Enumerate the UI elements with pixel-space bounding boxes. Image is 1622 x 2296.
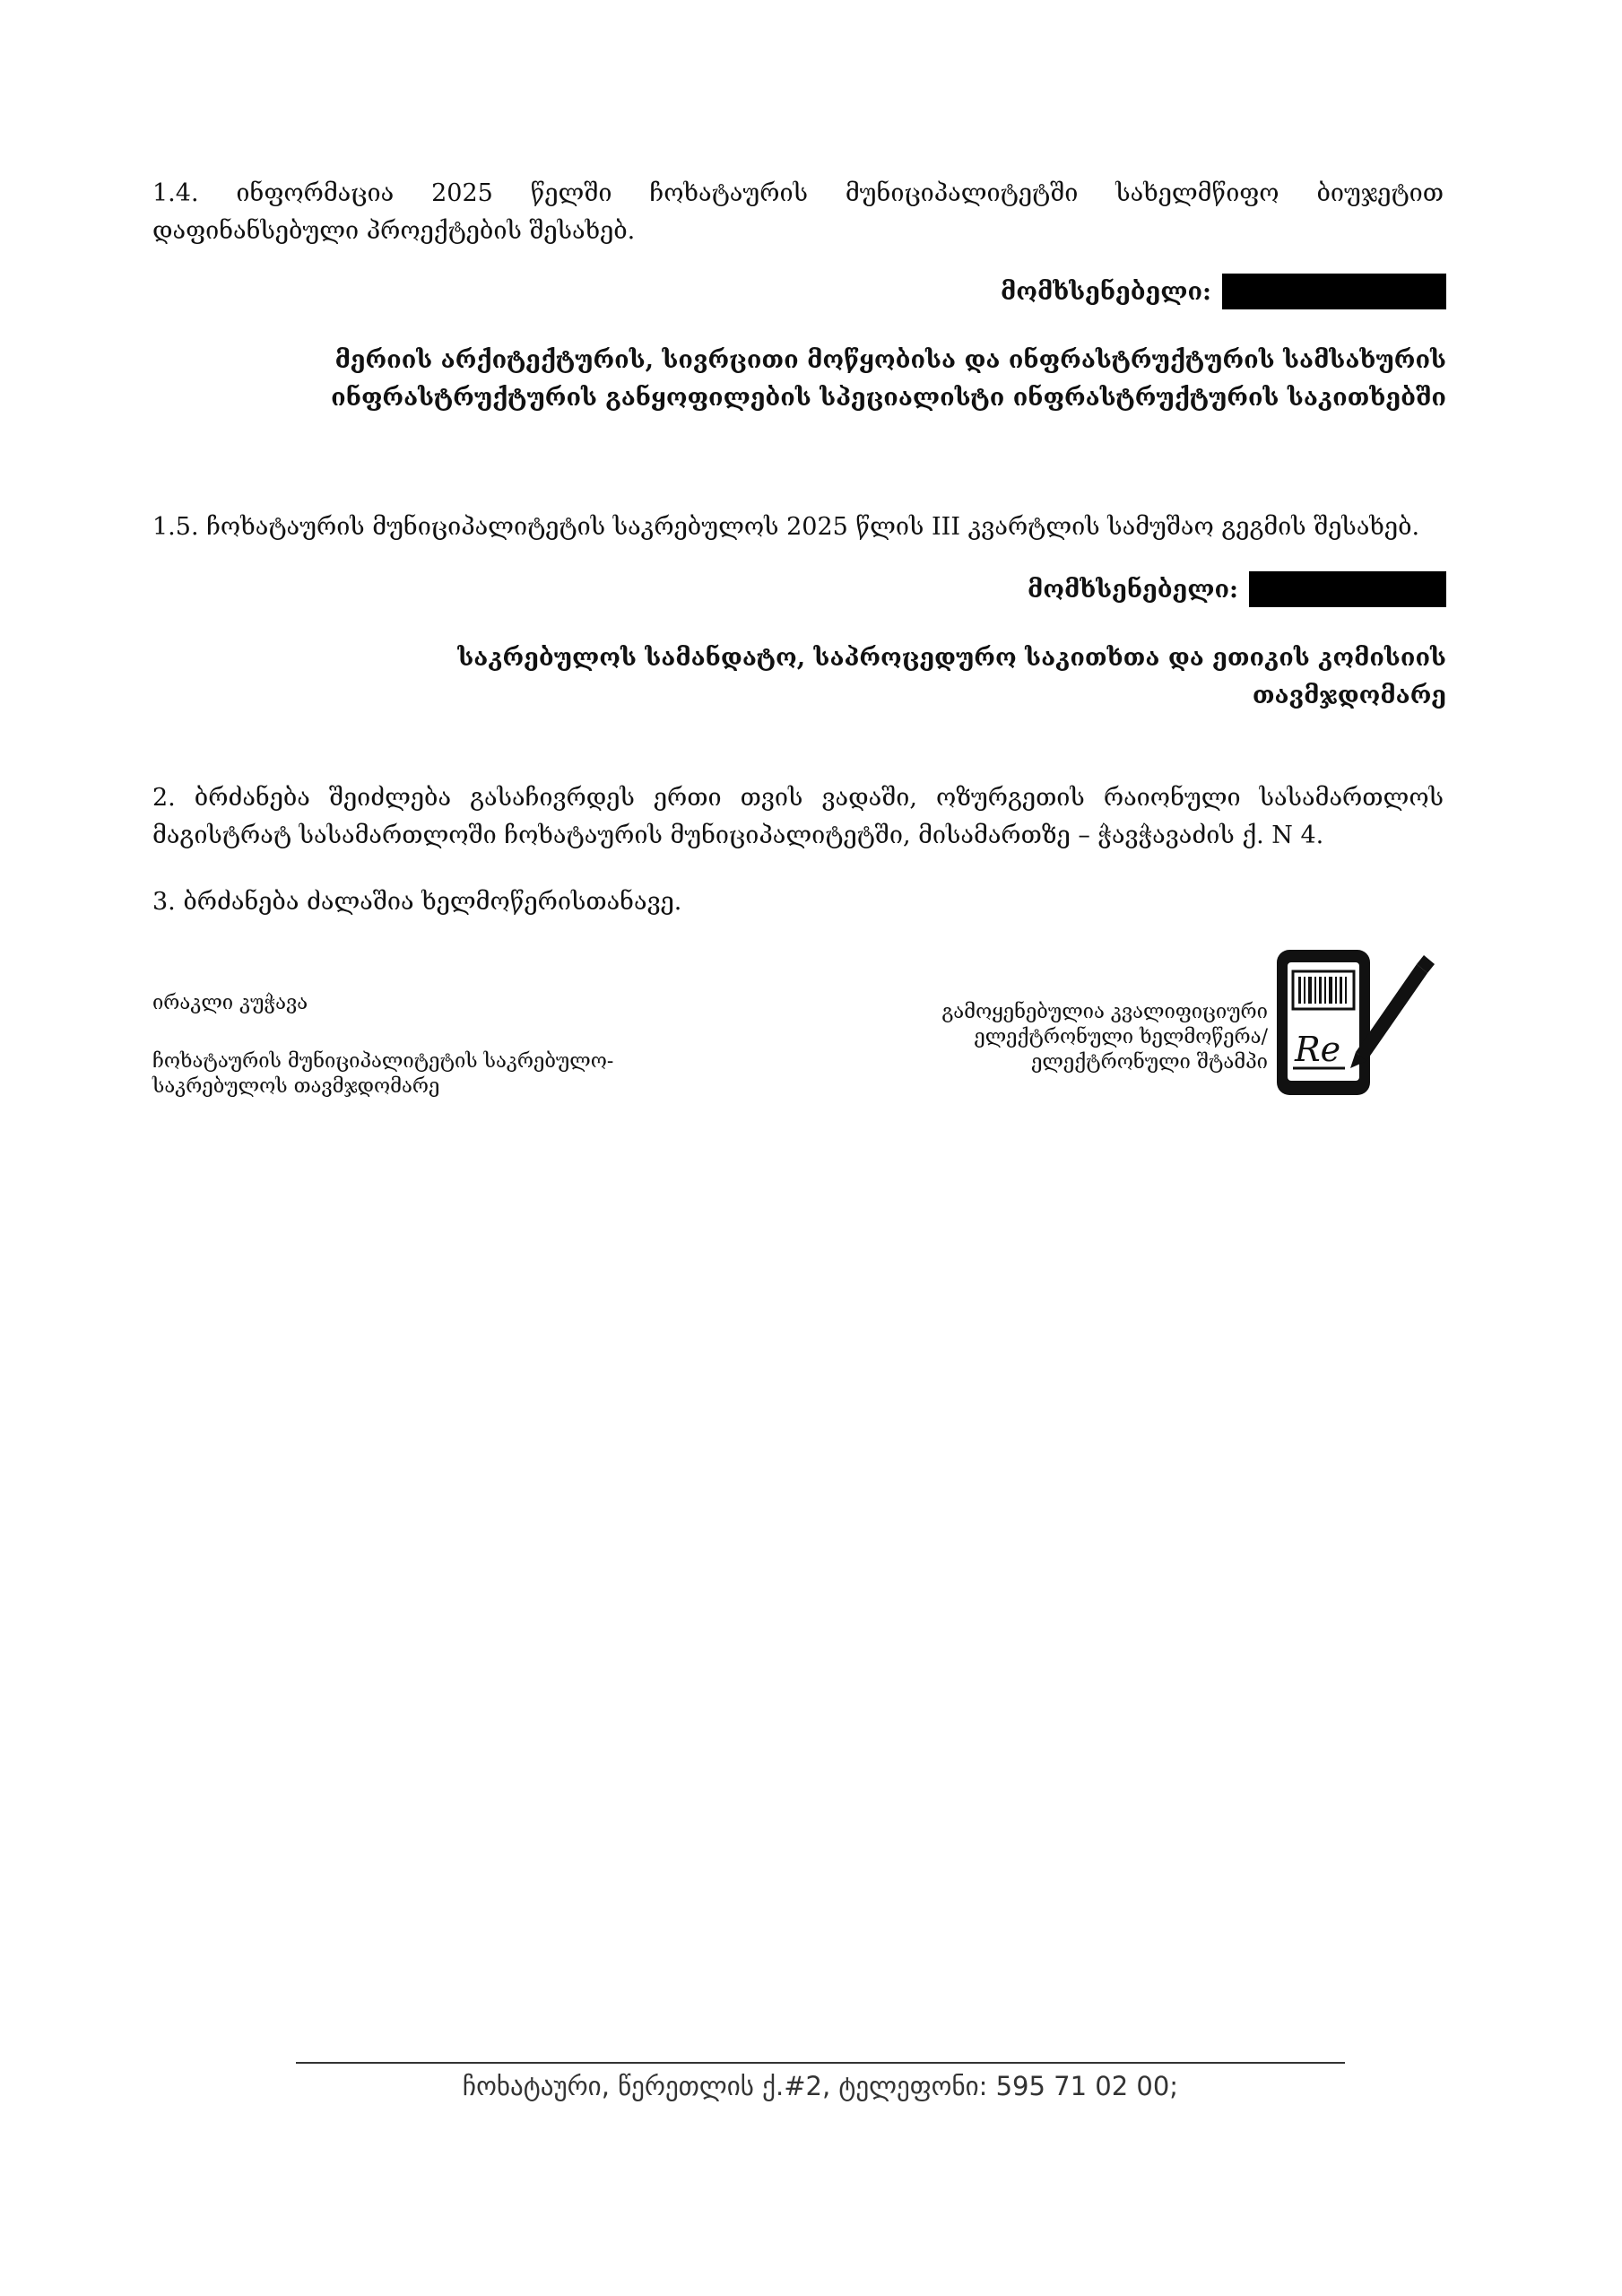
speaker-role-1-5: საკრებულოს სამანდატო, საპროცედურო საკითხთა და ეთიკის კომისიის თავმჯდომარე <box>457 644 1446 709</box>
footer-divider <box>296 2062 1345 2064</box>
redacted-name-box <box>1222 274 1446 309</box>
esignature-caption-line3: ელექტრონული შტამპი <box>1031 1051 1268 1074</box>
agenda-item-1-5: 1.5. ჩოხატაურის მუნიციპალიტეტის საკრებულოს 2025 წლის III კვარტლის სამუშაო გეგმის შესახებ. <box>152 513 1420 541</box>
speaker-line-1-4 <box>1001 274 1446 309</box>
point-2-appeal: 2. ბრძანება შეიძლება გასაჩივრდეს ერთი თვის ვადაში, ოზურგეთის რაიონული სასამართლოს მაგისტრატ სასამართლოში ჩოხატაურის მუნიციპალიტეტში, მისამართზე – ჭავჭავაძის ქ. N 4. <box>152 784 1444 849</box>
speaker-line-1-5 <box>1028 571 1446 607</box>
esignature-caption-line1: გამოყენებულია კვალიფიციური <box>941 1001 1268 1023</box>
signatory-position-line2: საკრებულოს თავმჯდომარე <box>152 1075 440 1098</box>
speaker-label: მომხსენებელი: <box>1000 277 1211 306</box>
speaker-role-1-4: მერიის არქიტექტურის, სივრცითი მოწყობისა და ინფრასტრუქტურის სამსახურის ინფრასტრუქტურის განყოფილების სპეციალისტი ინფრასტრუქტურის საკითხებში <box>331 346 1446 412</box>
footer-address: ჩოხატაური, წერეთლის ქ.#2, ტელეფონი: 595 71 02 00; <box>462 2071 1179 2101</box>
electronic-signature-phone-icon <box>1273 946 1435 1099</box>
esignature-caption-line2: ელექტრონული ხელმოწერა/ <box>974 1026 1268 1048</box>
signatory-name: ირაკლი კუჭავა <box>152 992 308 1014</box>
esignature-icon-text: Re <box>1295 1030 1341 1069</box>
speaker-label: მომხსენებელი: <box>1027 575 1238 604</box>
esignature-caption <box>941 1000 1268 1075</box>
redacted-name-box <box>1249 571 1446 607</box>
agenda-item-1-4: 1.4. ინფორმაცია 2025 წელში ჩოხატაურის მუნიციპალიტეტში სახელმწიფო ბიუჯეტით დაფინანსებული პროექტების შესახებ. <box>152 179 1444 245</box>
point-3-effect: 3. ბრძანება ძალაშია ხელმოწერისთანავე. <box>152 888 682 916</box>
signatory-position-line1: ჩოხატაურის მუნიციპალიტეტის საკრებულო- <box>152 1050 614 1073</box>
